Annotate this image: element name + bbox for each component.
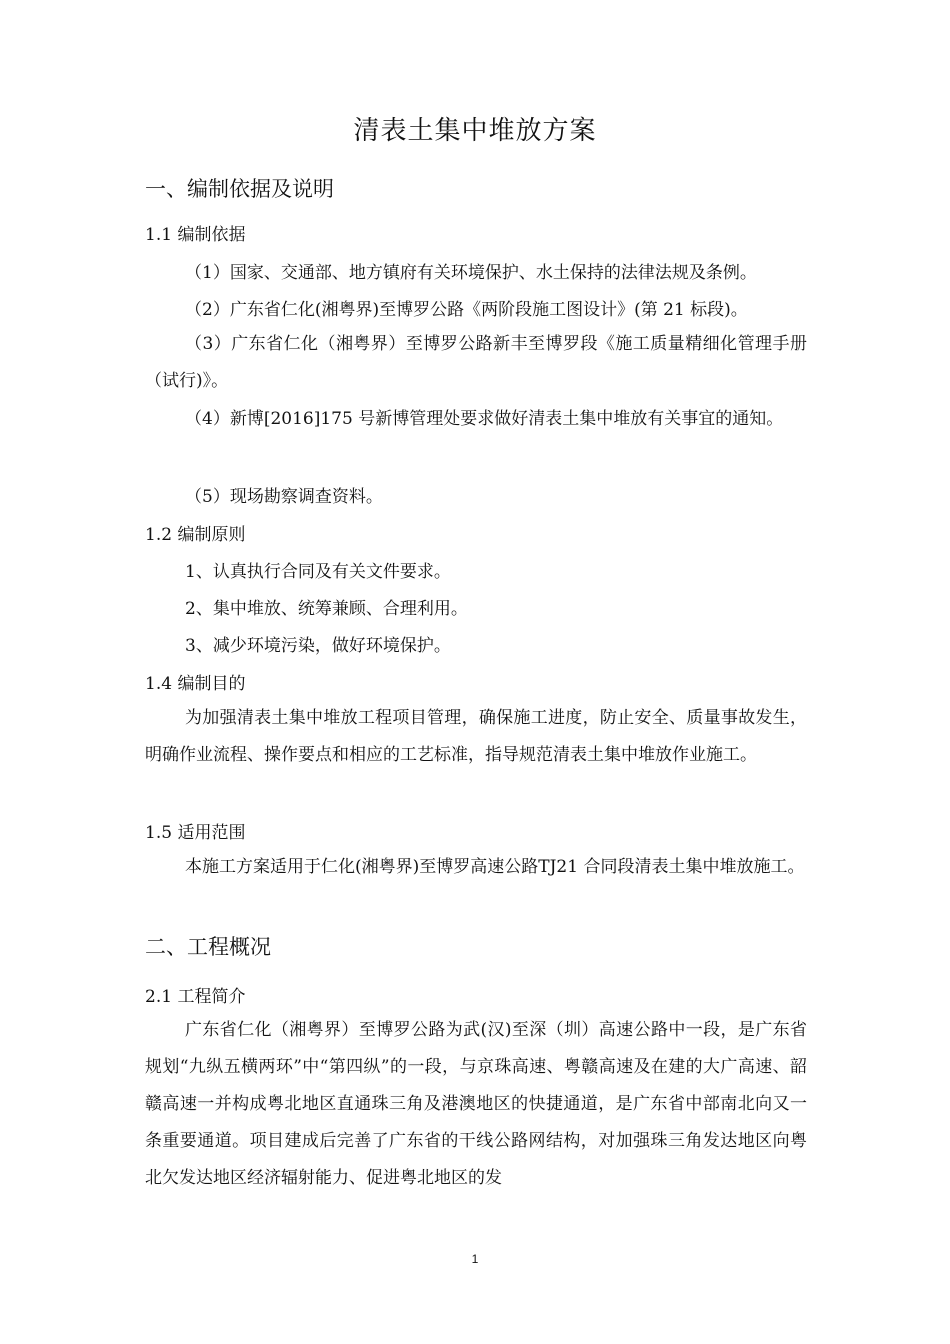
basis-item-4: （4）新博[2016]175 号新博管理处要求做好清表土集中堆放有关事宜的通知。: [185, 409, 784, 429]
basis-item-5: （5）现场勘察调查资料。: [185, 487, 383, 507]
basis-item-2: （2）广东省仁化(湘粤界)至博罗公路《两阶段施工图设计》(第 21 标段)。: [185, 300, 748, 320]
section-1-1-heading: 1.1 编制依据: [145, 225, 246, 245]
section-2-heading: 二、工程概况: [145, 935, 271, 959]
section-2-1-heading: 2.1 工程简介: [145, 987, 246, 1007]
basis-item-1: （1）国家、交通部、地方镇府有关环境保护、水土保持的法律法规及条例。: [185, 263, 757, 283]
document-title: 清表土集中堆放方案: [353, 116, 597, 146]
basis-item-3: （3）广东省仁化（湘粤界）至博罗公路新丰至博罗段《施工质量精细化管理手册（试行)》。: [145, 334, 807, 391]
principle-item-2: 2、集中堆放、统筹兼顾、合理利用。: [185, 599, 468, 619]
project-intro-paragraph: 广东省仁化（湘粤界）至博罗公路为武(汉)至深（圳）高速公路中一段，是广东省规划“九纵五横两环”中“第四纵”的一段，与京珠高速、粤赣高速及在建的大广高速、韶赣高速一并构成粤北地区直通珠三角及港澳地区的快捷通道，是广东省中部南北向又一条重要通道。项目建成后完善了广东省的干线公路网结构，对加强珠三角发达地区向粤北欠发达地区经济辐射能力、促进粤北地区的发: [145, 1020, 807, 1188]
principle-item-1: 1、认真执行合同及有关文件要求。: [185, 562, 451, 582]
section-1-2-heading: 1.2 编制原则: [145, 525, 246, 545]
section-1-4-heading: 1.4 编制目的: [145, 674, 246, 694]
page-number: 1: [471, 1252, 479, 1266]
purpose-paragraph: 为加强清表土集中堆放工程项目管理，确保施工进度，防止安全、质量事故发生，明确作业流程、操作要点和相应的工艺标准，指导规范清表土集中堆放作业施工。: [145, 708, 807, 765]
section-1-heading: 一、编制依据及说明: [145, 177, 334, 201]
section-1-5-heading: 1.5 适用范围: [145, 823, 246, 843]
principle-item-3: 3、减少环境污染，做好环境保护。: [185, 636, 451, 656]
scope-paragraph: 本施工方案适用于仁化(湘粤界)至博罗高速公路TJ21 合同段清表土集中堆放施工。: [185, 857, 805, 877]
